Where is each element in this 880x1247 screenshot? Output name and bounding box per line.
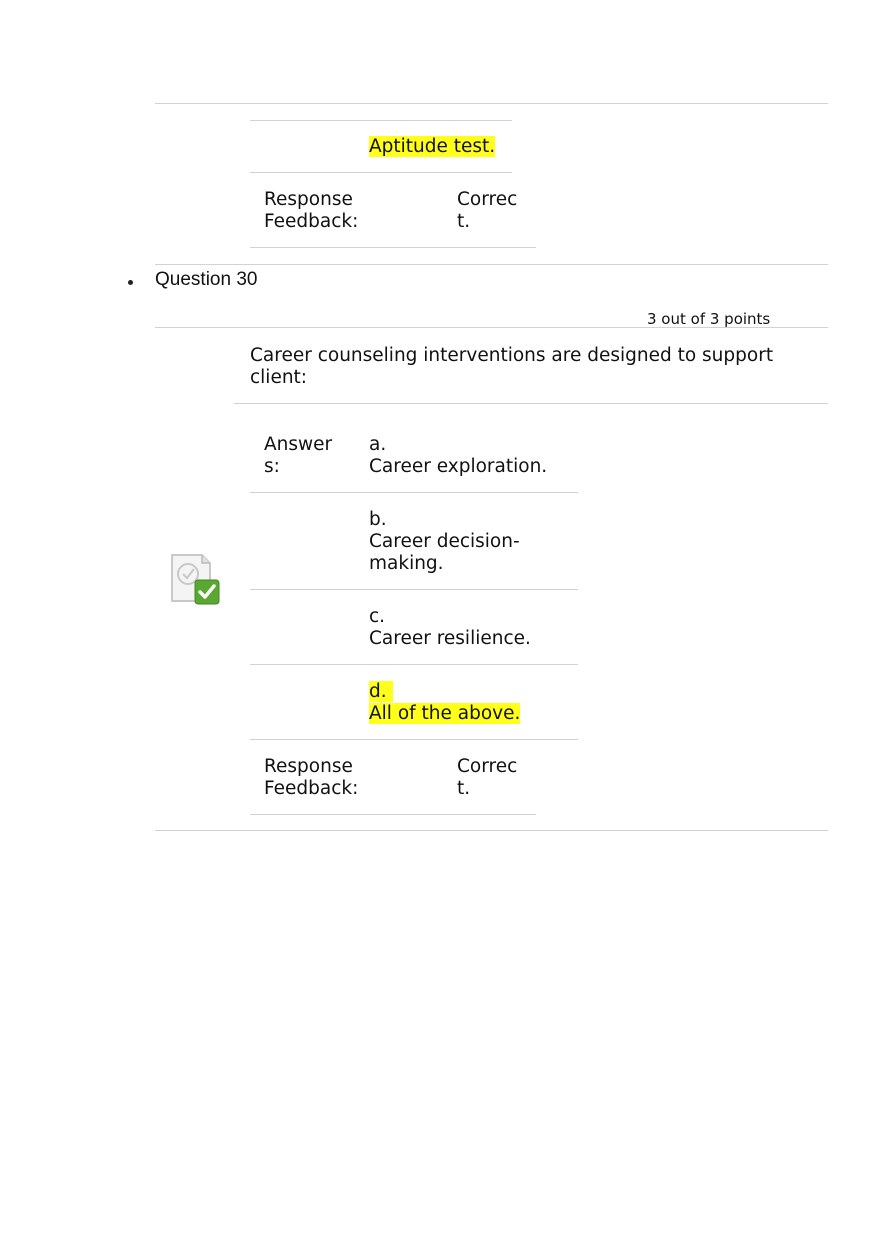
divider [250, 120, 512, 121]
answer-letter: d. [369, 681, 387, 702]
answer-letter: c. [369, 606, 386, 627]
correct-check-icon [168, 553, 222, 607]
divider [250, 589, 578, 590]
answer-text: making. [369, 553, 444, 574]
answer-option-a [369, 434, 547, 478]
divider [234, 403, 828, 404]
divider [155, 327, 828, 328]
answer-text: Career decision- [369, 531, 520, 552]
response-feedback-value: Correc t. [457, 756, 518, 799]
answer-letter: b. [369, 509, 387, 530]
divider [250, 664, 578, 665]
response-feedback-label: Response Feedback: [264, 189, 359, 232]
answer-text: Career exploration. [369, 456, 548, 477]
divider [250, 247, 536, 248]
question-title: Question 30 [155, 269, 258, 290]
response-feedback-label: Response Feedback: [264, 756, 359, 799]
divider [250, 172, 512, 173]
answer-option-b [369, 509, 520, 575]
list-bullet [128, 280, 133, 285]
divider [155, 264, 828, 265]
selected-answer-highlight: Aptitude test. [369, 136, 496, 157]
answer-letter: a. [369, 434, 387, 455]
answer-option-d-selected [369, 681, 520, 725]
divider [155, 830, 828, 831]
answer-text: All of the above. [369, 703, 521, 724]
divider [250, 492, 578, 493]
response-feedback-value: Correc t. [457, 189, 518, 232]
divider [250, 739, 578, 740]
answers-label: Answer s: [264, 434, 333, 477]
question-points: 3 out of 3 points [647, 310, 771, 328]
previous-selected-answer [369, 136, 495, 158]
divider [250, 814, 536, 815]
divider [155, 103, 828, 104]
answer-text: Career resilience. [369, 628, 531, 649]
question-prompt: Career counseling interventions are designed to support client: [250, 345, 774, 388]
answer-option-c [369, 606, 531, 650]
